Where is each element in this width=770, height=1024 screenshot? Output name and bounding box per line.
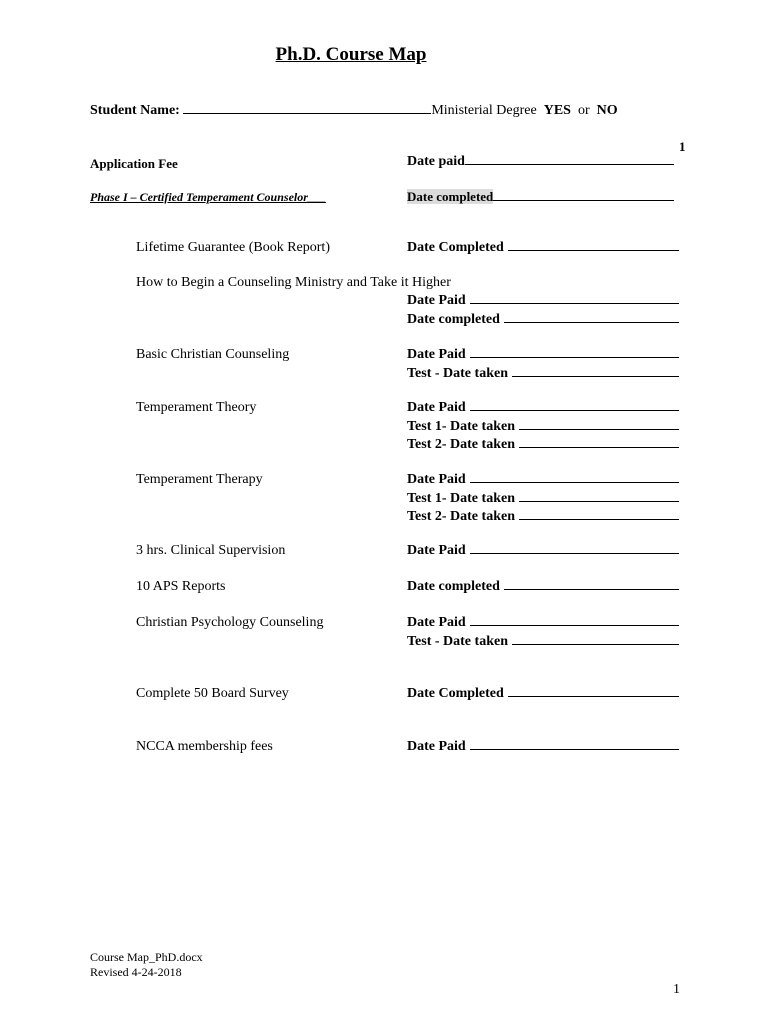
course-name: Temperament Therapy <box>136 472 263 487</box>
field-blank[interactable] <box>470 482 679 483</box>
course-name: NCCA membership fees <box>136 739 273 754</box>
field-blank[interactable] <box>508 696 679 697</box>
field-blank[interactable] <box>493 200 674 201</box>
course-date-field[interactable] <box>407 293 679 309</box>
course-date-field[interactable] <box>407 686 679 702</box>
course-date-field[interactable] <box>407 347 679 363</box>
field-label: Test - Date taken <box>407 633 508 649</box>
phase1-trail: ___ <box>307 190 326 204</box>
field-blank[interactable] <box>470 749 679 750</box>
student-name-field[interactable] <box>183 113 431 114</box>
course-date-field[interactable] <box>407 634 679 650</box>
field-blank[interactable] <box>504 322 679 323</box>
course-date-field[interactable] <box>407 419 679 435</box>
application-fee-label: Application Fee <box>90 156 178 171</box>
page-title: Ph.D. Course Map <box>275 44 427 65</box>
field-blank[interactable] <box>470 553 679 554</box>
field-label: Test - Date taken <box>407 365 508 381</box>
field-blank[interactable] <box>470 303 679 304</box>
field-label: Date Paid <box>407 293 466 308</box>
field-label: Test 1- Date taken <box>407 418 515 434</box>
field-label: Date Completed <box>407 240 504 255</box>
field-blank[interactable] <box>470 357 679 358</box>
ministerial-degree-label: Ministerial Degree <box>431 103 537 118</box>
field-label: Date paid <box>407 154 465 169</box>
footer-page-number: 1 <box>673 982 680 997</box>
course-date-field[interactable] <box>407 366 679 382</box>
or-text: or <box>577 103 590 118</box>
field-blank[interactable] <box>470 625 679 626</box>
course-date-field[interactable] <box>407 472 679 488</box>
field-blank[interactable] <box>519 429 679 430</box>
top-page-number: 1 <box>679 139 686 154</box>
course-name: Temperament Theory <box>136 400 257 415</box>
field-label: Test 2- Date taken <box>407 437 515 452</box>
phase1-heading <box>90 190 326 205</box>
field-blank[interactable] <box>470 410 679 411</box>
course-date-field[interactable] <box>407 543 679 559</box>
field-label: Date Paid <box>407 543 466 558</box>
application-fee-date-field[interactable] <box>407 154 679 170</box>
course-name: How to Begin a Counseling Ministry and Take it Higher <box>136 275 451 290</box>
course-date-field[interactable] <box>407 437 679 453</box>
student-name-row <box>90 103 618 119</box>
field-label: Test 2- Date taken <box>407 509 515 524</box>
footer-filename: Course Map_PhD.docx <box>90 950 203 964</box>
course-name: Christian Psychology Counseling <box>136 615 324 630</box>
field-blank[interactable] <box>512 644 679 645</box>
footer-revised: Revised 4-24-2018 <box>90 965 182 979</box>
course-date-field[interactable] <box>407 312 679 328</box>
field-blank[interactable] <box>519 501 679 502</box>
field-label: Date completed <box>407 579 500 594</box>
course-name: 3 hrs. Clinical Supervision <box>136 543 286 558</box>
course-date-field[interactable] <box>407 240 679 256</box>
course-date-field[interactable] <box>407 400 679 416</box>
phase1-date-field[interactable] <box>407 189 679 205</box>
field-label: Date completed <box>407 189 494 204</box>
course-date-field[interactable] <box>407 615 679 631</box>
course-date-field[interactable] <box>407 739 679 755</box>
course-name: Lifetime Guarantee (Book Report) <box>136 240 330 255</box>
field-blank[interactable] <box>512 376 679 377</box>
field-label: Date Paid <box>407 400 466 415</box>
field-blank[interactable] <box>519 447 679 448</box>
course-name: 10 APS Reports <box>136 579 226 594</box>
field-label: Date Paid <box>407 615 466 630</box>
field-blank[interactable] <box>519 519 679 520</box>
field-label: Date Paid <box>407 739 466 754</box>
no-option[interactable]: NO <box>596 103 618 118</box>
yes-option[interactable]: YES <box>543 103 571 118</box>
field-label: Date Completed <box>407 686 504 701</box>
course-name: Complete 50 Board Survey <box>136 686 289 701</box>
field-label: Date Paid <box>407 472 466 487</box>
student-name-label: Student Name: <box>90 103 180 118</box>
phase1-label: Phase I – Certified Temperament Counselor <box>90 190 308 204</box>
course-date-field[interactable] <box>407 491 679 507</box>
course-name: Basic Christian Counseling <box>136 347 290 362</box>
course-date-field[interactable] <box>407 579 679 595</box>
field-label: Date Paid <box>407 347 466 362</box>
field-blank[interactable] <box>508 250 679 251</box>
field-blank[interactable] <box>504 589 679 590</box>
field-blank[interactable] <box>465 164 674 165</box>
field-label: Test 1- Date taken <box>407 490 515 506</box>
course-date-field[interactable] <box>407 509 679 525</box>
field-label: Date completed <box>407 311 500 327</box>
